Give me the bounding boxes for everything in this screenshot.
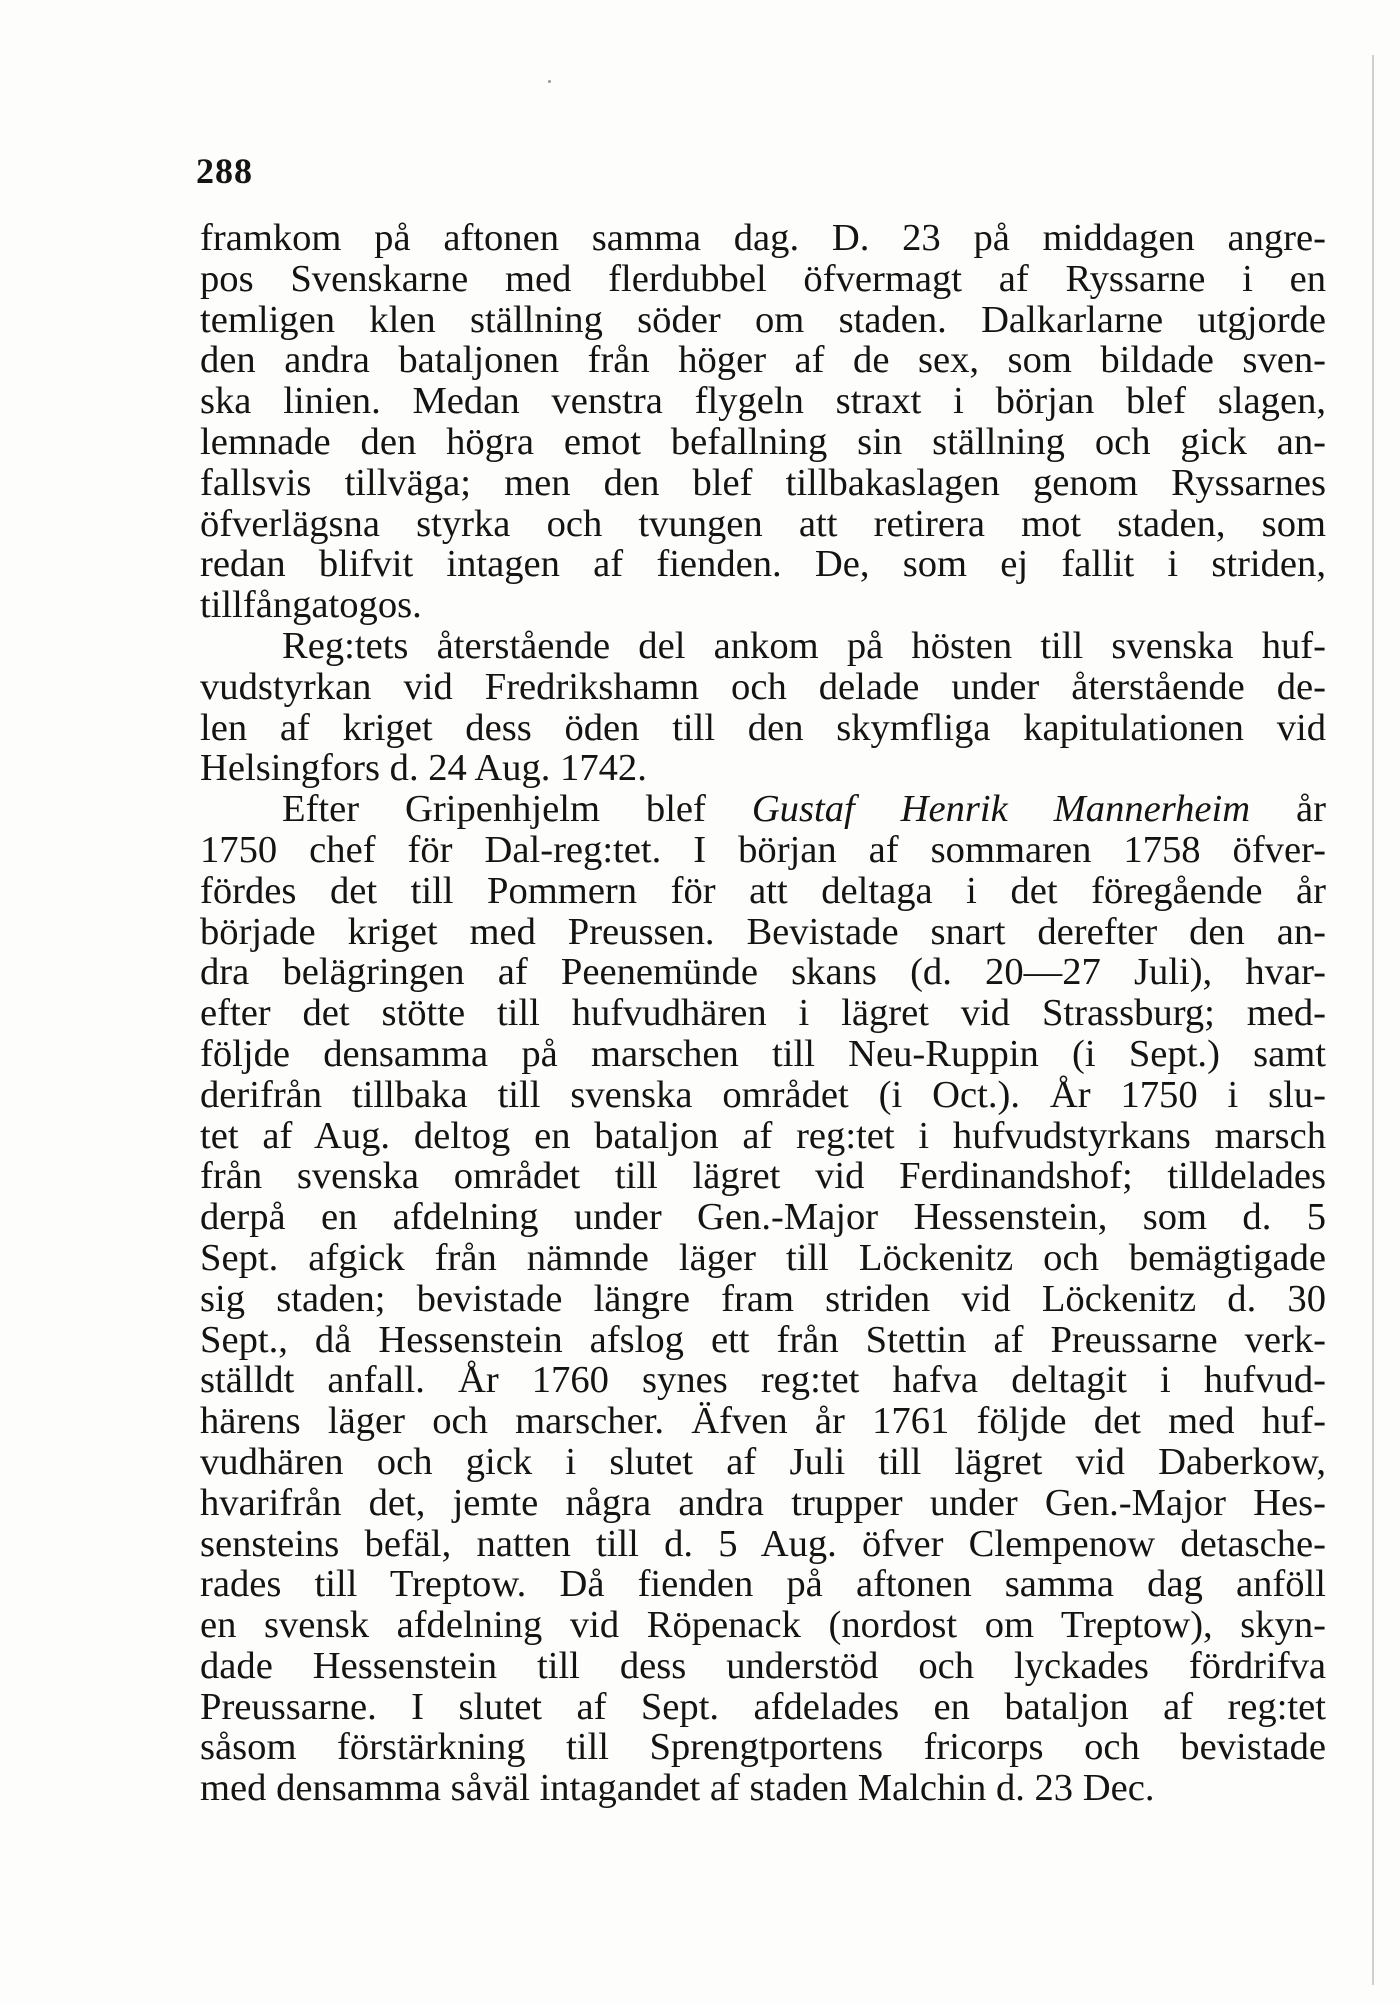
text-line: började kriget med Preussen. Bevistade snart derefter den an- — [200, 910, 1326, 953]
text-line: len af kriget dess öden till den skymfliga kapitulationen vid — [200, 706, 1326, 749]
text-line: ställdt anfall. År 1760 synes reg:tet hafva deltagit i hufvud- — [200, 1359, 1326, 1402]
text-line: en svensk afdelning vid Röpenack (nordost om Treptow), skyn- — [200, 1604, 1326, 1647]
text-line: Preussarne. I slutet af Sept. afdelades en bataljon af reg:tet — [200, 1685, 1326, 1728]
text-line: temligen klen ställning söder om staden. Dalkarlarne utgjorde — [200, 298, 1326, 341]
text-line: fallsvis tillväga; men den blef tillbakaslagen genom Ryssarnes — [200, 461, 1326, 504]
text-line: rades till Treptow. Då fienden på aftonen samma dag anföll — [200, 1563, 1326, 1606]
text-line: derpå en afdelning under Gen.-Major Hessenstein, som d. 5 — [200, 1196, 1326, 1239]
text-line-with-name — [200, 789, 1326, 830]
text-line: följde densamma på marschen till Neu-Ruppin (i Sept.) samt — [200, 1032, 1326, 1075]
text-line: från svenska området till lägret vid Ferdinandshof; tilldelades — [200, 1155, 1326, 1198]
text-line: vudhären och gick i slutet af Juli till lägret vid Daberkow, — [200, 1440, 1326, 1483]
text-line: sig staden; bevistade längre fram striden vid Löckenitz d. 30 — [200, 1277, 1326, 1320]
text-line: Helsingfors d. 24 Aug. 1742. — [200, 747, 647, 790]
text-line: Sept., då Hessenstein afslog ett från Stettin af Preussarne verk- — [200, 1318, 1326, 1361]
text-line: pos Svenskarne med flerdubbel öfvermagt af Ryssarne i en — [200, 257, 1326, 300]
text-line: sensteins befäl, natten till d. 5 Aug. öfver Clempenow detasche- — [200, 1522, 1326, 1565]
text-segment: år — [1250, 788, 1326, 831]
text-line: Reg:tets återstående del ankom på hösten till svenska huf- — [282, 624, 1326, 667]
text-line: framkom på aftonen samma dag. D. 23 på middagen angre- — [200, 217, 1326, 259]
text-line: öfverlägsna styrka och tvungen att retirera mot staden, som — [200, 502, 1326, 545]
person-name-italic: Gustaf Henrik Mannerheim — [751, 788, 1251, 831]
text-line: härens läger och marscher. Äfven år 1761 följde det med huf- — [200, 1400, 1326, 1443]
text-line: den andra bataljonen från höger af de sex, som bildade sven- — [200, 339, 1326, 382]
text-line: med densamma såväl intagandet af staden Malchin d. 23 Dec. — [200, 1767, 1155, 1810]
text-line: ska linien. Medan venstra flygeln straxt i början blef slagen, — [200, 380, 1326, 423]
text-line: hvarifrån det, jemte några andra trupper under Gen.-Major Hes- — [200, 1481, 1326, 1524]
text-line: fördes det till Pommern för att deltaga i det föregående år — [200, 869, 1326, 912]
text-line: redan blifvit intagen af fienden. De, som ej fallit i striden, — [200, 543, 1326, 586]
text-line: Sept. afgick från nämnde läger till Löckenitz och bemägtigade — [200, 1236, 1326, 1279]
text-segment: Efter Gripenhjelm blef — [282, 788, 752, 831]
text-line: dade Hessenstein till dess understöd och lyckades fördrifva — [200, 1644, 1326, 1687]
text-line: lemnade den högra emot befallning sin ställning och gick an- — [200, 420, 1326, 463]
text-line: såsom förstärkning till Sprengtportens fricorps och bevistade — [200, 1726, 1326, 1769]
margin-rule — [1372, 55, 1374, 1985]
text-line: 1750 chef för Dal-reg:tet. I början af sommaren 1758 öfver- — [200, 828, 1326, 871]
text-line: tillfångatogos. — [200, 584, 422, 627]
page-number: 288 — [196, 151, 253, 191]
text-line: dra belägringen af Peenemünde skans (d. 20—27 Juli), hvar- — [200, 951, 1326, 994]
text-line: efter det stötte till hufvudhären i lägret vid Strassburg; med- — [200, 992, 1326, 1035]
text-line: vudstyrkan vid Fredrikshamn och delade under återstående de- — [200, 665, 1326, 708]
text-line: tet af Aug. deltog en bataljon af reg:tet i hufvudstyrkans marsch — [200, 1114, 1326, 1157]
text-line: derifrån tillbaka till svenska området (i Oct.). År 1750 i slu- — [200, 1073, 1326, 1116]
body-text — [200, 218, 1326, 1809]
ink-speck — [548, 80, 551, 83]
